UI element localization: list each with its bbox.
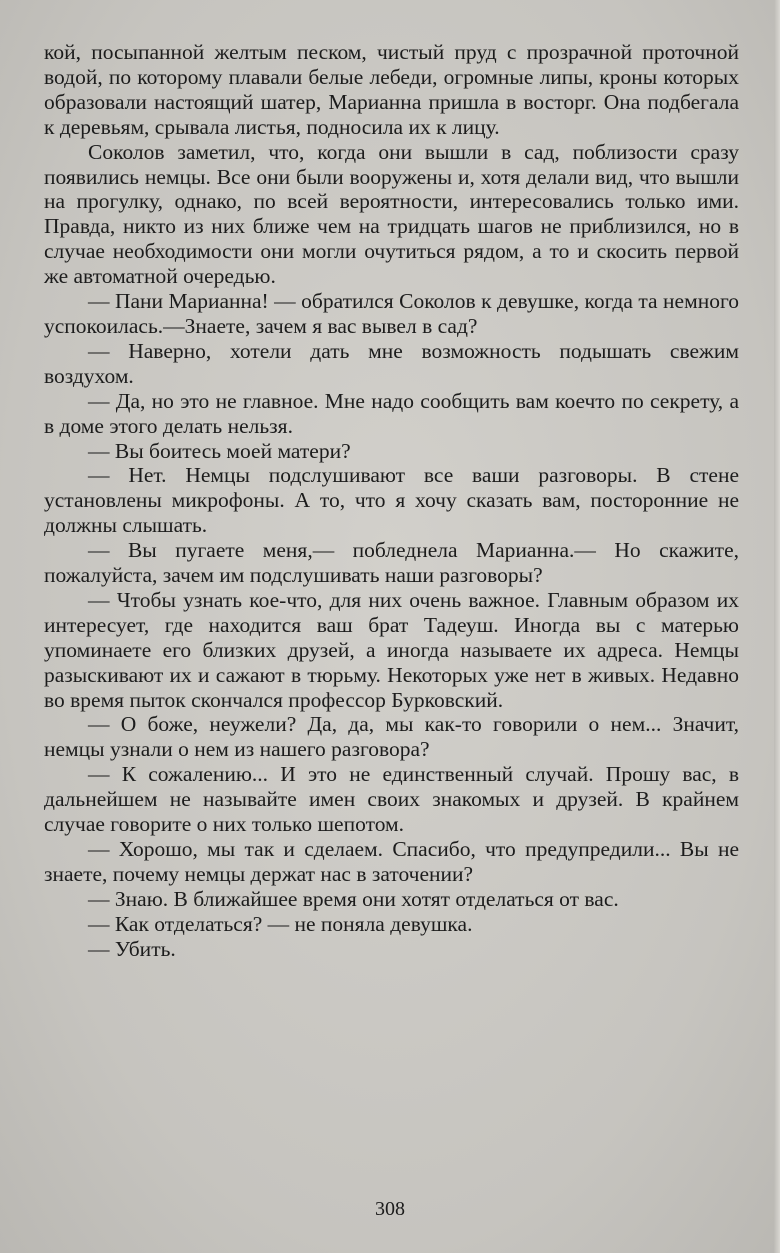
paragraph: Соколов заметил, что, когда они вышли в сад, поблизости сразу появились немцы. Все они были вооружены и, хотя делали вид, что вышли на прогулку, однако, по всей вероятности, интересовались только ими. Правда, никто из них ближе чем на тридцать шагов не приблизился, но в случае необходимости они могли очутиться рядом, а то и скосить первой же автоматной очередью. xyxy=(44,139,739,289)
paragraph: — Убить. xyxy=(88,936,176,961)
paragraph: — Знаю. В ближайшее время они хотят отделаться от вас. xyxy=(88,886,619,911)
paragraph: — Да, но это не главное. Мне надо сообщить вам коечто по секрету, а в доме этого делать нельзя. xyxy=(44,388,739,438)
paragraph: — К сожалению... И это не единственный случай. Прошу вас, в дальнейшем не называйте имен своих знакомых и друзей. В крайнем случае говорите о них только шепотом. xyxy=(44,762,739,837)
paragraph: — О боже, неужели? Да, да, мы как-то говорили о нем... Значит, немцы узнали о нем из нашего разговора? xyxy=(44,712,739,762)
paragraph: — Вы пугаете меня,— побледнела Марианна.— Но скажите, пожалуйста, зачем им подслушивать наши разговоры? xyxy=(44,538,739,588)
paragraph: — Вы боитесь моей матери? xyxy=(88,438,351,463)
paragraph: — Нет. Немцы подслушивают все ваши разговоры. В стене установлены микрофоны. А то, что я хочу сказать вам, посторонние не должны слышать. xyxy=(44,463,739,538)
paragraph: — Как отделаться? — не поняла девушка. xyxy=(88,911,473,936)
paragraph: — Чтобы узнать кое-что, для них очень важное. Главным образом их интересует, где находится ваш брат Тадеуш. Иногда вы с матерью упоминаете его близких друзей, а иногда называете их адреса. Немцы разыскивают их и сажают в тюрьму. Некоторых уже нет в живых. Недавно во время пыток скончался профессор Бурковский. xyxy=(44,587,739,712)
page-body xyxy=(44,40,739,962)
paragraph: — Наверно, хотели дать мне возможность подышать свежим воздухом. xyxy=(44,338,739,388)
page-number: 308 xyxy=(375,1198,405,1220)
paragraph: — Хорошо, мы так и сделаем. Спасибо, что предупредили... Вы не знаете, почему немцы держат нас в заточении? xyxy=(44,837,739,886)
paragraph: кой, посыпанной желтым песком, чистый пруд с прозрачной проточной водой, по которому плавали белые лебеди, огромные липы, кроны которых образовали настоящий шатер, Марианна пришла в восторг. Она подбегала к деревьям, срывала листья, подносила их к лицу. xyxy=(44,40,739,139)
paragraph: — Пани Марианна! — обратился Соколов к девушке, когда та немного успокоилась.—Знаете, зачем я вас вывел в сад? xyxy=(44,289,739,338)
page-edge xyxy=(774,0,780,1253)
